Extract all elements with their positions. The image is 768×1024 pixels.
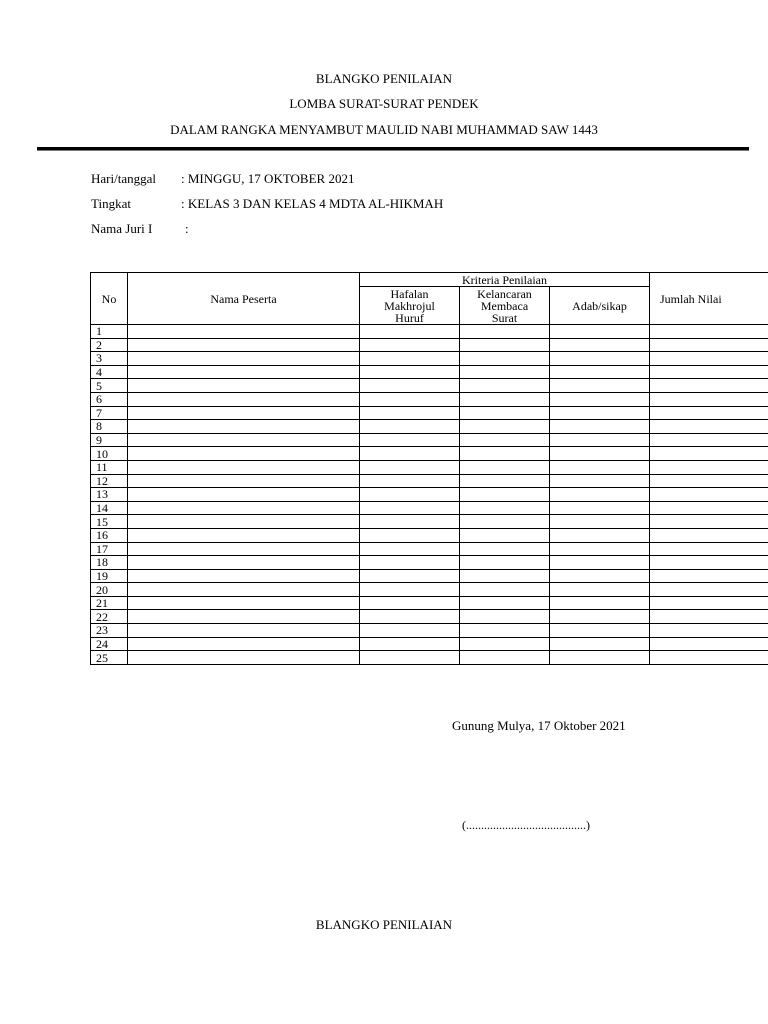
score-hafalan-cell[interactable]	[360, 528, 460, 542]
criteria-adab: Adab/sikap	[550, 287, 650, 325]
score-adab-cell[interactable]	[550, 542, 650, 556]
total-score-cell[interactable]	[650, 325, 768, 339]
participant-name-cell[interactable]	[128, 433, 360, 447]
row-number: 21	[91, 596, 128, 610]
criteria-hafalan: Hafalan Makhrojul Huruf	[360, 287, 460, 325]
score-kelancaran-cell[interactable]	[460, 365, 550, 379]
score-hafalan-cell[interactable]	[360, 474, 460, 488]
total-score-cell[interactable]	[650, 392, 768, 406]
score-hafalan-cell[interactable]	[360, 379, 460, 393]
row-number: 19	[91, 569, 128, 583]
row-number: 25	[91, 651, 128, 665]
score-hafalan-cell[interactable]	[360, 569, 460, 583]
criteria-header: Kriteria Penilaian	[360, 273, 650, 287]
signature-line: (........................................)	[462, 818, 590, 832]
participant-name-cell[interactable]	[128, 501, 360, 515]
participant-name-cell[interactable]	[128, 624, 360, 638]
row-number: 4	[91, 365, 128, 379]
score-kelancaran-cell[interactable]	[460, 610, 550, 624]
row-number: 11	[91, 460, 128, 474]
total-score-cell[interactable]	[650, 379, 768, 393]
score-adab-cell[interactable]	[550, 325, 650, 339]
row-number: 22	[91, 610, 128, 624]
table-row	[91, 637, 768, 651]
total-score-cell[interactable]	[650, 542, 768, 556]
level-label: Tingkat	[91, 196, 131, 211]
score-kelancaran-cell[interactable]	[460, 420, 550, 434]
participant-name-cell[interactable]	[128, 352, 360, 366]
date-value: : MINGGU, 17 OKTOBER 2021	[181, 171, 355, 186]
participant-name-cell[interactable]	[128, 460, 360, 474]
total-score-cell[interactable]	[650, 596, 768, 610]
score-hafalan-cell[interactable]	[360, 460, 460, 474]
participant-name-cell[interactable]	[128, 488, 360, 502]
table-row	[91, 420, 768, 434]
score-hafalan-cell[interactable]	[360, 583, 460, 597]
table-row	[91, 392, 768, 406]
row-number: 9	[91, 433, 128, 447]
score-adab-cell[interactable]	[550, 556, 650, 570]
score-hafalan-cell[interactable]	[360, 515, 460, 529]
score-adab-cell[interactable]	[550, 651, 650, 665]
participant-name-cell[interactable]	[128, 569, 360, 583]
score-adab-cell[interactable]	[550, 637, 650, 651]
total-score-cell[interactable]	[650, 420, 768, 434]
table-row	[91, 447, 768, 461]
score-hafalan-cell[interactable]	[360, 338, 460, 352]
judge-value: :	[185, 221, 189, 236]
score-adab-cell[interactable]	[550, 515, 650, 529]
score-kelancaran-cell[interactable]	[460, 501, 550, 515]
total-score-cell[interactable]	[650, 338, 768, 352]
total-score-cell[interactable]	[650, 569, 768, 583]
score-kelancaran-cell[interactable]	[460, 624, 550, 638]
score-adab-cell[interactable]	[550, 379, 650, 393]
total-score-cell[interactable]	[650, 488, 768, 502]
score-kelancaran-cell[interactable]	[460, 460, 550, 474]
score-kelancaran-cell[interactable]	[460, 515, 550, 529]
total-score-cell[interactable]	[650, 365, 768, 379]
table-row	[91, 610, 768, 624]
total-score-cell[interactable]	[650, 651, 768, 665]
score-adab-cell[interactable]	[550, 406, 650, 420]
score-kelancaran-cell[interactable]	[460, 352, 550, 366]
score-kelancaran-cell[interactable]	[460, 528, 550, 542]
score-kelancaran-cell[interactable]	[460, 583, 550, 597]
score-adab-cell[interactable]	[550, 501, 650, 515]
table-row	[91, 501, 768, 515]
score-hafalan-cell[interactable]	[360, 624, 460, 638]
participant-name-cell[interactable]	[128, 596, 360, 610]
score-kelancaran-cell[interactable]	[460, 392, 550, 406]
row-number: 16	[91, 528, 128, 542]
col-header-total: Jumlah Nilai	[650, 273, 768, 325]
row-number: 1	[91, 325, 128, 339]
total-score-cell[interactable]	[650, 460, 768, 474]
table-row	[91, 406, 768, 420]
score-kelancaran-cell[interactable]	[460, 596, 550, 610]
row-number: 20	[91, 583, 128, 597]
participant-name-cell[interactable]	[128, 583, 360, 597]
table-row	[91, 569, 768, 583]
score-adab-cell[interactable]	[550, 392, 650, 406]
score-adab-cell[interactable]	[550, 610, 650, 624]
participant-name-cell[interactable]	[128, 610, 360, 624]
score-adab-cell[interactable]	[550, 433, 650, 447]
total-score-cell[interactable]	[650, 583, 768, 597]
row-number: 13	[91, 488, 128, 502]
total-score-cell[interactable]	[650, 447, 768, 461]
participant-name-cell[interactable]	[128, 474, 360, 488]
table-row	[91, 515, 768, 529]
participant-name-cell[interactable]	[128, 392, 360, 406]
score-hafalan-cell[interactable]	[360, 556, 460, 570]
row-number: 7	[91, 406, 128, 420]
score-hafalan-cell[interactable]	[360, 488, 460, 502]
participant-name-cell[interactable]	[128, 365, 360, 379]
participant-name-cell[interactable]	[128, 447, 360, 461]
score-hafalan-cell[interactable]	[360, 365, 460, 379]
participant-name-cell[interactable]	[128, 325, 360, 339]
score-adab-cell[interactable]	[550, 460, 650, 474]
criteria-kelancaran: Kelancaran Membaca Surat	[460, 287, 550, 325]
total-score-cell[interactable]	[650, 528, 768, 542]
score-adab-cell[interactable]	[550, 474, 650, 488]
score-hafalan-cell[interactable]	[360, 596, 460, 610]
score-adab-cell[interactable]	[550, 583, 650, 597]
total-score-cell[interactable]	[650, 406, 768, 420]
col-header-name: Nama Peserta	[128, 273, 360, 325]
score-hafalan-cell[interactable]	[360, 542, 460, 556]
table-row	[91, 474, 768, 488]
score-hafalan-cell[interactable]	[360, 501, 460, 515]
score-kelancaran-cell[interactable]	[460, 651, 550, 665]
total-score-cell[interactable]	[650, 474, 768, 488]
header-divider	[37, 147, 749, 150]
table-row	[91, 542, 768, 556]
score-adab-cell[interactable]	[550, 447, 650, 461]
total-score-cell[interactable]	[650, 501, 768, 515]
score-kelancaran-cell[interactable]	[460, 488, 550, 502]
document-subtitle-2: DALAM RANGKA MENYAMBUT MAULID NABI MUHAMMAD SAW 1443	[170, 122, 598, 137]
col-header-no: No	[91, 273, 128, 325]
total-score-cell[interactable]	[650, 352, 768, 366]
table-row	[91, 651, 768, 665]
score-kelancaran-cell[interactable]	[460, 379, 550, 393]
score-table	[90, 272, 768, 665]
table-row	[91, 583, 768, 597]
row-number: 8	[91, 420, 128, 434]
row-number: 2	[91, 338, 128, 352]
score-hafalan-cell[interactable]	[360, 433, 460, 447]
row-number: 23	[91, 624, 128, 638]
score-adab-cell[interactable]	[550, 569, 650, 583]
participant-name-cell[interactable]	[128, 542, 360, 556]
row-number: 24	[91, 637, 128, 651]
table-row	[91, 365, 768, 379]
total-score-cell[interactable]	[650, 433, 768, 447]
score-kelancaran-cell[interactable]	[460, 433, 550, 447]
score-hafalan-cell[interactable]	[360, 406, 460, 420]
row-number: 18	[91, 556, 128, 570]
score-adab-cell[interactable]	[550, 338, 650, 352]
score-kelancaran-cell[interactable]	[460, 569, 550, 583]
participant-name-cell[interactable]	[128, 338, 360, 352]
participant-name-cell[interactable]	[128, 651, 360, 665]
score-hafalan-cell[interactable]	[360, 325, 460, 339]
document-subtitle: LOMBA SURAT-SURAT PENDEK	[289, 96, 479, 111]
participant-name-cell[interactable]	[128, 637, 360, 651]
score-hafalan-cell[interactable]	[360, 352, 460, 366]
score-adab-cell[interactable]	[550, 352, 650, 366]
table-row	[91, 338, 768, 352]
row-number: 15	[91, 515, 128, 529]
score-adab-cell[interactable]	[550, 528, 650, 542]
total-score-cell[interactable]	[650, 624, 768, 638]
table-row	[91, 488, 768, 502]
score-kelancaran-cell[interactable]	[460, 447, 550, 461]
row-number: 12	[91, 474, 128, 488]
date-label: Hari/tanggal	[91, 171, 156, 186]
row-number: 14	[91, 501, 128, 515]
score-adab-cell[interactable]	[550, 365, 650, 379]
table-row	[91, 596, 768, 610]
table-row	[91, 433, 768, 447]
score-kelancaran-cell[interactable]	[460, 474, 550, 488]
score-kelancaran-cell[interactable]	[460, 637, 550, 651]
table-row	[91, 460, 768, 474]
total-score-cell[interactable]	[650, 637, 768, 651]
score-hafalan-cell[interactable]	[360, 392, 460, 406]
score-kelancaran-cell[interactable]	[460, 542, 550, 556]
next-page-title: BLANGKO PENILAIAN	[315, 917, 453, 932]
total-score-cell[interactable]	[650, 610, 768, 624]
total-score-cell[interactable]	[650, 515, 768, 529]
row-number: 3	[91, 352, 128, 366]
participant-name-cell[interactable]	[128, 556, 360, 570]
score-kelancaran-cell[interactable]	[460, 406, 550, 420]
participant-name-cell[interactable]	[128, 420, 360, 434]
score-hafalan-cell[interactable]	[360, 610, 460, 624]
participant-name-cell[interactable]	[128, 406, 360, 420]
score-hafalan-cell[interactable]	[360, 651, 460, 665]
row-number: 10	[91, 447, 128, 461]
score-kelancaran-cell[interactable]	[460, 325, 550, 339]
table-row	[91, 556, 768, 570]
document-title: BLANGKO PENILAIAN	[315, 71, 453, 86]
table-row	[91, 352, 768, 366]
score-adab-cell[interactable]	[550, 488, 650, 502]
score-adab-cell[interactable]	[550, 596, 650, 610]
participant-name-cell[interactable]	[128, 379, 360, 393]
level-value: : KELAS 3 DAN KELAS 4 MDTA AL-HIKMAH	[181, 196, 444, 211]
total-score-cell[interactable]	[650, 556, 768, 570]
table-row	[91, 528, 768, 542]
row-number: 5	[91, 379, 128, 393]
score-kelancaran-cell[interactable]	[460, 556, 550, 570]
table-row	[91, 624, 768, 638]
score-adab-cell[interactable]	[550, 420, 650, 434]
participant-name-cell[interactable]	[128, 515, 360, 529]
score-hafalan-cell[interactable]	[360, 420, 460, 434]
table-row	[91, 379, 768, 393]
score-kelancaran-cell[interactable]	[460, 338, 550, 352]
score-hafalan-cell[interactable]	[360, 637, 460, 651]
judge-label: Nama Juri I	[91, 221, 153, 236]
table-row	[91, 325, 768, 339]
score-adab-cell[interactable]	[550, 624, 650, 638]
row-number: 6	[91, 392, 128, 406]
place-date: Gunung Mulya, 17 Oktober 2021	[452, 718, 626, 733]
score-hafalan-cell[interactable]	[360, 447, 460, 461]
participant-name-cell[interactable]	[128, 528, 360, 542]
row-number: 17	[91, 542, 128, 556]
